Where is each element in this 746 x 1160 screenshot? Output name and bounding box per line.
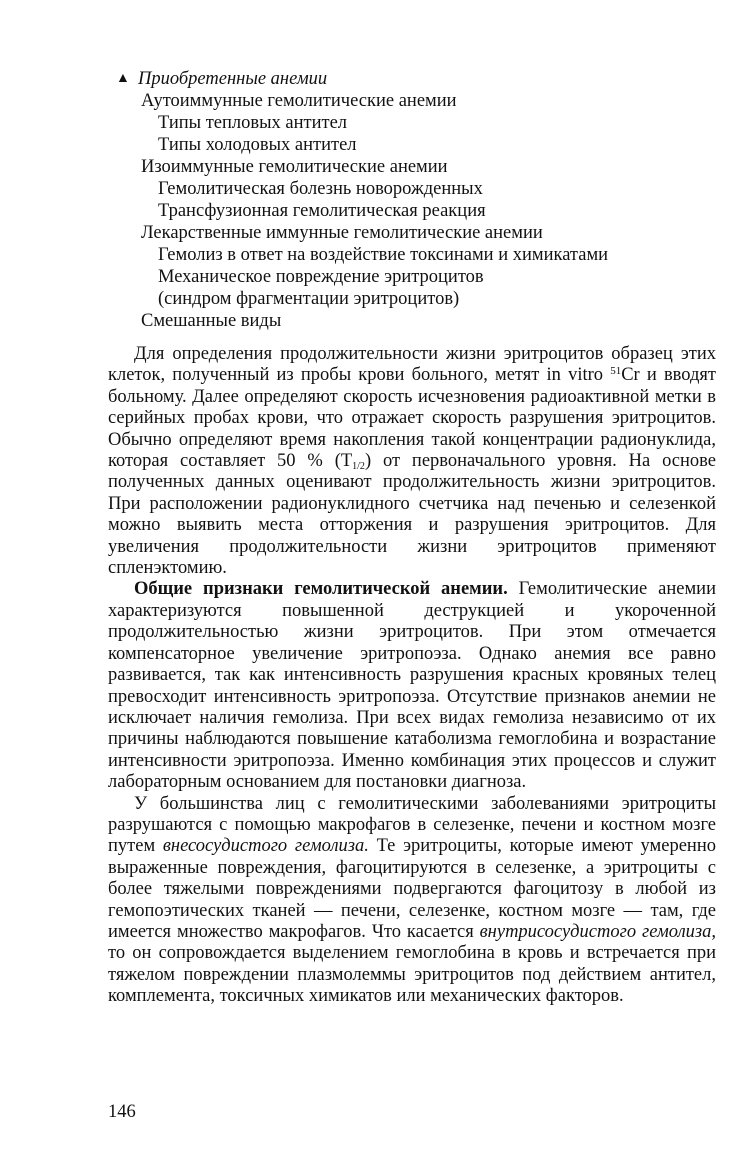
term-intravascular: внутрисосудистого гемолиза, <box>479 921 716 942</box>
list-item: Гемолиз в ответ на воздействие токсинами и химикатами <box>158 245 609 265</box>
list-item: Типы холодовых антител <box>158 135 357 155</box>
paragraph-text: Для определения продолжительности жизни эритроцитов образец этих клеток, полученный из пробы крови больного, метят in vitro <box>108 344 716 386</box>
paragraph-text: Те эритроциты, которые имеют умеренно выраженные повреждения, фагоцитируются в селезенке, а эритроциты с более тяжелыми повреждениями подвергаются фагоцитозу в любой из гемопоэтических тканей — печени, селезенке, костном мозге — там, где имеется множество макрофагов. Что касается <box>108 836 716 942</box>
triangle-bullet-icon: ▲ <box>116 71 130 86</box>
list-item: Лекарственные иммунные гемолитические анемии <box>141 223 543 243</box>
paragraph-general-signs <box>108 579 716 793</box>
paragraph-lifespan-measurement <box>108 344 716 579</box>
list-heading-text: Приобретенные анемии <box>138 69 328 89</box>
list-item: (синдром фрагментации эритроцитов) <box>158 289 460 309</box>
list-item: Трансфузионная гемолитическая реакция <box>158 201 486 221</box>
section-heading: Общие признаки гемолитической анемии. <box>134 579 508 600</box>
paragraph-text: У большинства лиц с гемолитическими заболеваниями эритроциты разрушаются с помощью макрофагов в селезенке, печени и костном мозге путем <box>108 793 716 857</box>
paragraph-text: Cr и вводят больному. Далее определяют скорость исчезновения радиоактивной метки в серийных пробах крови, что отражает скорость разрушения эритроцитов. Обычно определяют время накопления такой концентрации радионуклида, которая составляет 50 % (T <box>108 365 717 472</box>
paragraph-text: Гемолитические анемии характеризуются повышенной деструкцией и укороченной продолжительностью жизни эритроцитов. При этом отмечается компенсаторное увеличение эритропоэза. Однако анемия все равно развивается, так как интенсивность разрушения красных кровяных телец превосходит интенсивность эритропоэза. Отсутствие признаков анемии не исключает наличия гемолиза. При всех видах гемолиза независимо от их причины наблюдаются повышение катаболизма гемоглобина и возрастание интенсивности эритропоэза. Именно комбинация этих процессов и служит лабораторным основанием для постановки диагноза. <box>108 579 716 793</box>
half-life-subscript: 1/2 <box>352 461 365 473</box>
list-item: Изоиммунные гемолитические анемии <box>141 157 448 177</box>
paragraph-hemolysis-types <box>108 794 716 1008</box>
paragraph-text: то он сопровождается выделением гемоглобина в кровь и встречается при тяжелом повреждении плазмолеммы эритроцитов под действием антител, комплемента, токсичных химикатов или механических факторов. <box>108 943 716 1007</box>
list-heading <box>116 68 726 90</box>
list-item: Механическое повреждение эритроцитов <box>158 267 484 287</box>
list-item: Типы тепловых антител <box>158 113 348 133</box>
paragraph-text: ) от первоначального уровня. На основе полученных данных оценивают продолжительность жизни эритроцитов. При расположении радионуклидного счетчика над печенью и селезенкой можно выявить места отторжения и разрушения эритроцитов. Для увеличения продолжительности жизни эритроцитов применяют спленэктомию. <box>108 451 717 579</box>
body-text <box>108 344 716 1008</box>
list-item: Гемолитическая болезнь новорожденных <box>158 179 483 199</box>
list-item: Смешанные виды <box>141 311 282 331</box>
isotope-superscript: 51 <box>610 365 622 378</box>
list-item: Аутоиммунные гемолитические анемии <box>141 91 457 111</box>
page-number: 146 <box>108 1102 136 1122</box>
term-extravascular: внесосудистого гемолиза. <box>162 836 369 857</box>
anemia-classification-list <box>116 68 726 332</box>
